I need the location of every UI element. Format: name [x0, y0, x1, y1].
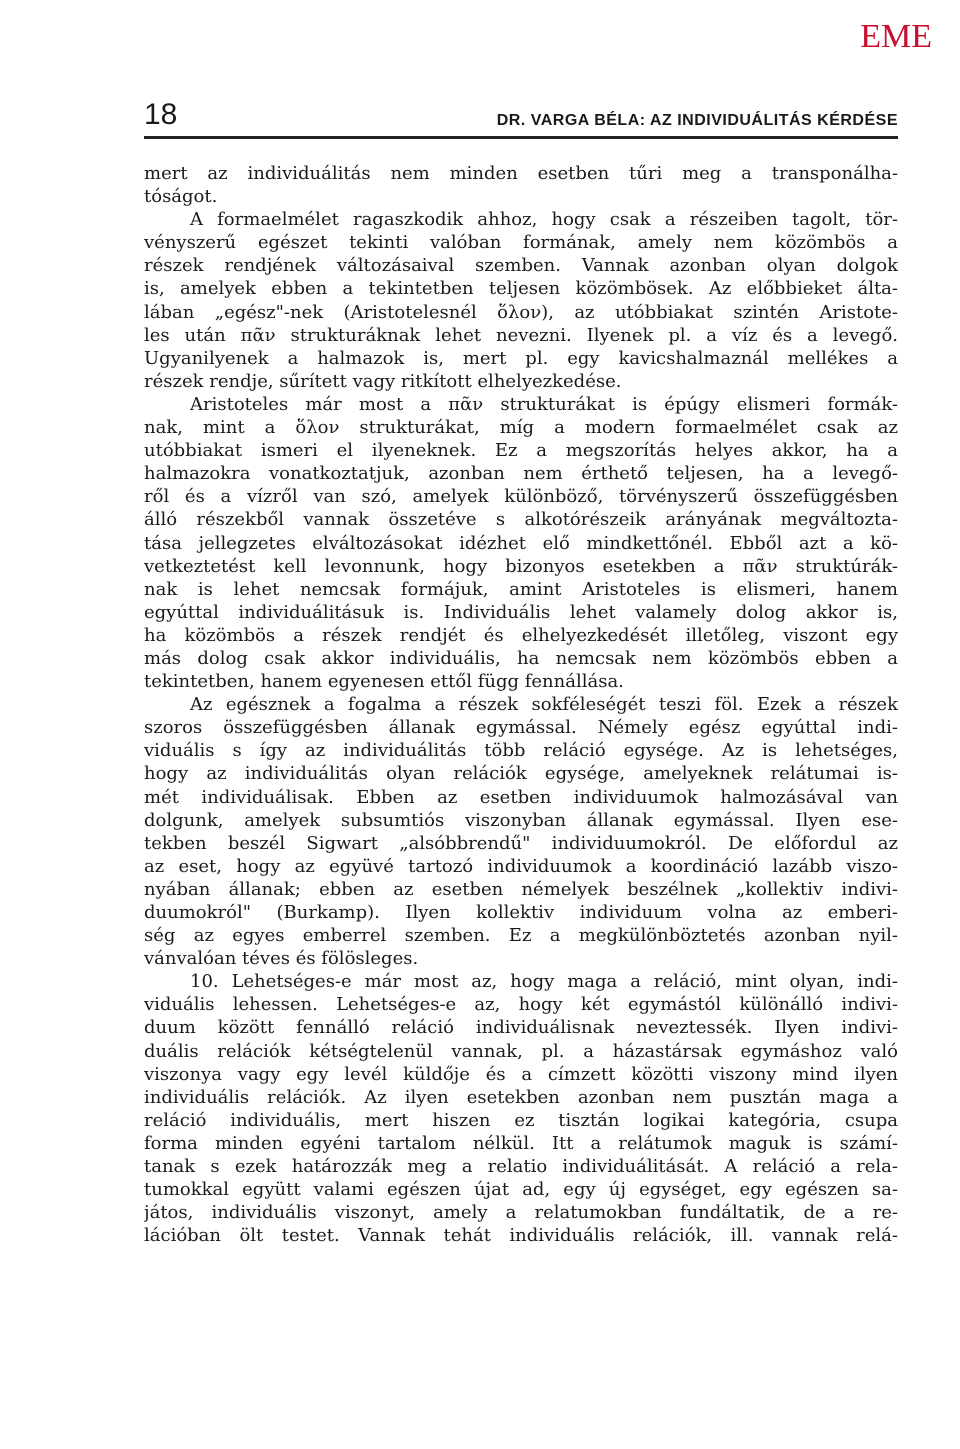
- text-line: lációban ölt testet. Vannak tehát individuális relációk, ill. vannak relá-: [144, 1225, 898, 1247]
- text-line: A formaelmélet ragaszkodik ahhoz, hogy csak a részeiben tagolt, tör-: [190, 209, 898, 231]
- text-line: tóságot.: [144, 186, 218, 208]
- text-line: álló részekből vannak összetéve s alkotórészeik arányának megváltozta-: [144, 509, 898, 531]
- text-line: az eset, hogy az együvé tartozó individuumok a koordináció lazább viszo-: [144, 855, 898, 877]
- text-line: is, amelyek ebben a tekintetben teljesen közömbösek. Az előbbieket álta-: [144, 278, 898, 300]
- text-line: duum között fennálló reláció individuálisnak neveztessék. Ilyen indivi-: [144, 1017, 898, 1039]
- text-line: tekben beszél Sigwart „alsóbbrendű" individuumokról. De előfordul az: [144, 832, 898, 854]
- text-line: ség az egyes emberrel szemben. Ez a megkülönböztetés azonban nyil-: [144, 925, 898, 947]
- page-number: 18: [144, 98, 178, 131]
- text-line: ha közömbös a részek rendjét és elhelyezkedését illetőleg, viszont egy: [144, 624, 898, 646]
- body-text: [144, 162, 898, 1247]
- text-line: duális relációk kétségtelenül vannak, pl. a házastársak egymáshoz való: [144, 1040, 898, 1062]
- text-line: vánvalóan téves és fölösleges.: [144, 948, 419, 970]
- text-line: viszonya vagy egy levél küldője és a címzett közötti viszony mind ilyen: [144, 1063, 898, 1085]
- text-line: reláció individuális, mert hiszen ez tisztán logikai kategória, csupa: [144, 1109, 898, 1131]
- text-line: tása jellegzetes elváltozásokat idézhet elő mindkettőnél. Ebből azt a kö-: [144, 532, 898, 554]
- text-line: részek rendje, sűrített vagy ritkított elhelyezkedése.: [144, 370, 622, 392]
- text-line: ről és a vízről van szó, amelyek különböző, törvényszerű összefüggésben: [144, 486, 898, 508]
- text-line: mét individuálisak. Ebben az esetben individuumok halmozásával van: [144, 786, 898, 808]
- text-line: 10. Lehetséges-e már most az, hogy maga a reláció, mint olyan, indi-: [190, 971, 898, 993]
- text-line: individuális relációk. Az ilyen esetekben azonban nem pusztán maga a: [144, 1086, 898, 1108]
- text-line: dolgunk, amelyek subsumtiós viszonyban állanak egymással. Ilyen ese-: [144, 809, 898, 831]
- text-line: nyában állanak; ebben az esetben némelyek beszélnek „kollektiv indivi-: [144, 878, 898, 900]
- text-line: viduális s így az individuálitás több reláció egysége. Az is lehetséges,: [144, 740, 898, 762]
- text-line: részek rendjének változásaival szemben. Vannak azonban olyan dolgok: [144, 255, 898, 277]
- text-line: mert az individuálitás nem minden esetben tűri meg a transponálha-: [144, 163, 898, 184]
- text-line: vényszerű egészet tekinti valóban formának, amely nem közömbös a: [144, 232, 898, 254]
- text-line: viduális lehessen. Lehetséges-e az, hogy két egymástól különálló indivi-: [144, 994, 898, 1016]
- text-line: vetkeztetést kell levonnunk, hogy bizonyos esetekben a πᾶν struktúrák-: [144, 555, 898, 577]
- text-line: hogy az individuálitás olyan relációk egysége, amelyeknek relátumai is-: [144, 763, 898, 785]
- text-line: les után πᾶν strukturáknak lehet nevezni. Ilyenek pl. a víz és a levegő.: [144, 324, 898, 346]
- text-line: egyúttal individuálitásuk is. Individuális lehet valamely dolog akkor is,: [144, 601, 898, 623]
- running-title: DR. VARGA BÉLA: AZ INDIVIDUÁLITÁS KÉRDÉSE: [496, 112, 898, 129]
- text-line: Aristoteles már most a πᾶν strukturákat is épúgy elismeri formák-: [190, 393, 898, 415]
- text-line: tanak s ezek határozzák meg a relatio individuálitását. A reláció a rela-: [144, 1156, 898, 1178]
- text-line: utóbbiakat ismeri el ilyeneknek. Ez a megszorítás helyes akkor, ha a: [144, 440, 898, 462]
- publisher-logo: EME: [860, 18, 932, 55]
- text-line: halmazokra vonatkoztatjuk, azonban nem érthető teljesen, ha a levegő-: [144, 463, 898, 485]
- text-line: lában „egész"-nek (Aristotelesnél ὅλον), az utóbbiakat szintén Aristote-: [144, 301, 898, 323]
- page-header: [144, 100, 898, 139]
- text-line: forma minden egyéni tartalom nélkül. Itt a relátumok maguk is számí-: [144, 1132, 898, 1154]
- text-line: Az egésznek a fogalma a részek sokféleségét teszi föl. Ezek a részek: [190, 694, 898, 716]
- text-line: Ugyanilyenek a halmazok is, mert pl. egy kavicshalmaznál mellékes a: [144, 347, 898, 369]
- text-line: duumokról" (Burkamp). Ilyen kollektiv individuum volna az emberi-: [144, 902, 898, 923]
- text-line: tekintetben, hanem egyenesen ettől függ fennállása.: [144, 671, 624, 693]
- text-line: nak, mint a ὅλον strukturákat, míg a modern formaelmélet csak az: [144, 417, 898, 439]
- text-line: más dolog csak akkor individuális, ha nemcsak nem közömbös ebben a: [144, 647, 898, 669]
- text-line: tumokkal együtt valami egészen újat ad, egy új egységet, egy egészen sa-: [144, 1179, 898, 1201]
- text-line: szoros összefüggésben állanak egymással. Némely egész egyúttal indi-: [144, 717, 898, 739]
- text-line: játos, individuális viszonyt, amely a relatumokban fundáltatik, de a re-: [144, 1202, 898, 1224]
- text-line: nak is lehet nemcsak formájuk, amint Aristoteles is elismeri, hanem: [144, 578, 898, 600]
